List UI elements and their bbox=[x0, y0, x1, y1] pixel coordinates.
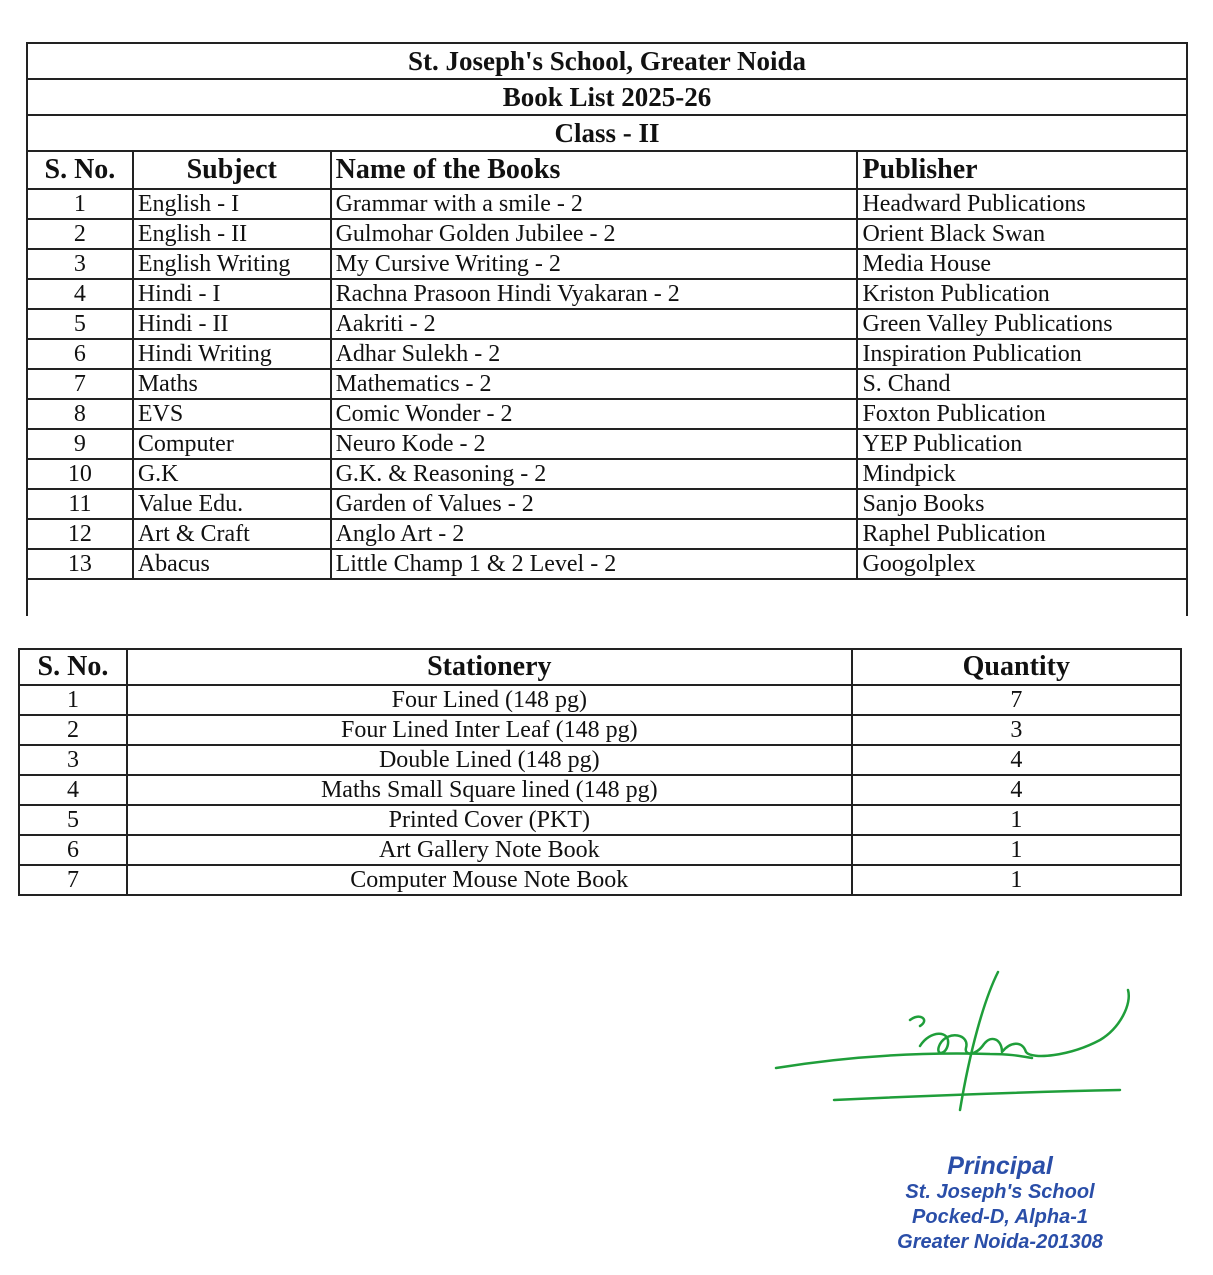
cell-subject: G.K bbox=[133, 459, 331, 489]
cell-quantity: 3 bbox=[852, 715, 1181, 745]
cell-publisher: Green Valley Publications bbox=[857, 309, 1187, 339]
table-row bbox=[27, 399, 1187, 429]
cell-sno: 1 bbox=[19, 685, 127, 715]
cell-sno: 1 bbox=[27, 189, 133, 219]
books-body bbox=[27, 189, 1187, 579]
cell-quantity: 1 bbox=[852, 865, 1181, 895]
cell-book-name: Neuro Kode - 2 bbox=[331, 429, 858, 459]
cell-subject: English - I bbox=[133, 189, 331, 219]
cell-quantity: 1 bbox=[852, 805, 1181, 835]
col-stationery: Stationery bbox=[127, 649, 852, 685]
cell-item: Printed Cover (PKT) bbox=[127, 805, 852, 835]
table-row bbox=[19, 685, 1181, 715]
table-row bbox=[27, 279, 1187, 309]
table-row bbox=[19, 805, 1181, 835]
cell-book-name: Little Champ 1 & 2 Level - 2 bbox=[331, 549, 858, 579]
table-row bbox=[19, 835, 1181, 865]
stationery-header-row bbox=[19, 649, 1181, 685]
col-book-name: Name of the Books bbox=[331, 151, 858, 189]
cell-sno: 5 bbox=[27, 309, 133, 339]
col-publisher: Publisher bbox=[857, 151, 1187, 189]
col-sno: S. No. bbox=[27, 151, 133, 189]
cell-subject: Hindi - II bbox=[133, 309, 331, 339]
cell-book-name: Mathematics - 2 bbox=[331, 369, 858, 399]
cell-sno: 2 bbox=[19, 715, 127, 745]
cell-sno: 7 bbox=[27, 369, 133, 399]
table-row bbox=[27, 429, 1187, 459]
cell-publisher: Sanjo Books bbox=[857, 489, 1187, 519]
cell-book-name: Adhar Sulekh - 2 bbox=[331, 339, 858, 369]
cell-publisher: Googolplex bbox=[857, 549, 1187, 579]
cell-publisher: YEP Publication bbox=[857, 429, 1187, 459]
cell-subject: EVS bbox=[133, 399, 331, 429]
cell-sno: 7 bbox=[19, 865, 127, 895]
cell-publisher: Orient Black Swan bbox=[857, 219, 1187, 249]
cell-item: Double Lined (148 pg) bbox=[127, 745, 852, 775]
signature-icon bbox=[770, 960, 1150, 1120]
cell-publisher: Mindpick bbox=[857, 459, 1187, 489]
cell-sno: 2 bbox=[27, 219, 133, 249]
cell-sno: 5 bbox=[19, 805, 127, 835]
cell-sno: 9 bbox=[27, 429, 133, 459]
cell-book-name: My Cursive Writing - 2 bbox=[331, 249, 858, 279]
cell-book-name: Grammar with a smile - 2 bbox=[331, 189, 858, 219]
table-row bbox=[27, 189, 1187, 219]
cell-book-name: Aakriti - 2 bbox=[331, 309, 858, 339]
cell-publisher: Kriston Publication bbox=[857, 279, 1187, 309]
cell-quantity: 4 bbox=[852, 745, 1181, 775]
cell-sno: 3 bbox=[19, 745, 127, 775]
stationery-table bbox=[18, 648, 1182, 896]
cell-sno: 3 bbox=[27, 249, 133, 279]
cell-book-name: Garden of Values - 2 bbox=[331, 489, 858, 519]
cell-subject: Hindi - I bbox=[133, 279, 331, 309]
books-header-row bbox=[27, 151, 1187, 189]
stamp-city: Greater Noida-201308 bbox=[897, 1231, 1103, 1253]
list-title: Book List 2025-26 bbox=[27, 79, 1187, 115]
table-row bbox=[27, 549, 1187, 579]
cell-book-name: Anglo Art - 2 bbox=[331, 519, 858, 549]
table-gap bbox=[27, 579, 1187, 616]
cell-sno: 8 bbox=[27, 399, 133, 429]
cell-subject: Hindi Writing bbox=[133, 339, 331, 369]
class-label: Class - II bbox=[27, 115, 1187, 151]
table-row bbox=[27, 219, 1187, 249]
cell-book-name: Rachna Prasoon Hindi Vyakaran - 2 bbox=[331, 279, 858, 309]
cell-publisher: Foxton Publication bbox=[857, 399, 1187, 429]
cell-item: Computer Mouse Note Book bbox=[127, 865, 852, 895]
cell-item: Maths Small Square lined (148 pg) bbox=[127, 775, 852, 805]
principal-stamp bbox=[860, 1152, 1140, 1255]
cell-publisher: Headward Publications bbox=[857, 189, 1187, 219]
cell-subject: Computer bbox=[133, 429, 331, 459]
cell-sno: 12 bbox=[27, 519, 133, 549]
cell-sno: 10 bbox=[27, 459, 133, 489]
cell-sno: 4 bbox=[27, 279, 133, 309]
stamp-school: St. Joseph's School bbox=[905, 1181, 1095, 1203]
table-row bbox=[27, 489, 1187, 519]
cell-publisher: S. Chand bbox=[857, 369, 1187, 399]
table-row bbox=[19, 715, 1181, 745]
table-row bbox=[27, 369, 1187, 399]
cell-sno: 6 bbox=[27, 339, 133, 369]
table-row bbox=[27, 519, 1187, 549]
table-row bbox=[19, 775, 1181, 805]
cell-publisher: Media House bbox=[857, 249, 1187, 279]
cell-book-name: G.K. & Reasoning - 2 bbox=[331, 459, 858, 489]
cell-book-name: Gulmohar Golden Jubilee - 2 bbox=[331, 219, 858, 249]
cell-sno: 11 bbox=[27, 489, 133, 519]
cell-publisher: Inspiration Publication bbox=[857, 339, 1187, 369]
col-subject: Subject bbox=[133, 151, 331, 189]
book-list-table bbox=[26, 42, 1188, 616]
cell-subject: English Writing bbox=[133, 249, 331, 279]
cell-item: Art Gallery Note Book bbox=[127, 835, 852, 865]
cell-sno: 6 bbox=[19, 835, 127, 865]
cell-subject: Value Edu. bbox=[133, 489, 331, 519]
school-name: St. Joseph's School, Greater Noida bbox=[27, 43, 1187, 79]
stamp-title: Principal bbox=[947, 1152, 1053, 1180]
cell-quantity: 1 bbox=[852, 835, 1181, 865]
table-row bbox=[27, 459, 1187, 489]
col-quantity: Quantity bbox=[852, 649, 1181, 685]
stamp-address: Pocked-D, Alpha-1 bbox=[912, 1206, 1088, 1228]
cell-quantity: 4 bbox=[852, 775, 1181, 805]
table-row bbox=[27, 309, 1187, 339]
cell-subject: English - II bbox=[133, 219, 331, 249]
cell-book-name: Comic Wonder - 2 bbox=[331, 399, 858, 429]
cell-sno: 4 bbox=[19, 775, 127, 805]
cell-item: Four Lined (148 pg) bbox=[127, 685, 852, 715]
cell-publisher: Raphel Publication bbox=[857, 519, 1187, 549]
col-sno: S. No. bbox=[19, 649, 127, 685]
stationery-body bbox=[19, 685, 1181, 895]
table-row bbox=[27, 339, 1187, 369]
cell-subject: Art & Craft bbox=[133, 519, 331, 549]
cell-sno: 13 bbox=[27, 549, 133, 579]
table-row bbox=[19, 745, 1181, 775]
cell-subject: Maths bbox=[133, 369, 331, 399]
cell-item: Four Lined Inter Leaf (148 pg) bbox=[127, 715, 852, 745]
cell-subject: Abacus bbox=[133, 549, 331, 579]
table-row bbox=[27, 249, 1187, 279]
cell-quantity: 7 bbox=[852, 685, 1181, 715]
table-row bbox=[19, 865, 1181, 895]
